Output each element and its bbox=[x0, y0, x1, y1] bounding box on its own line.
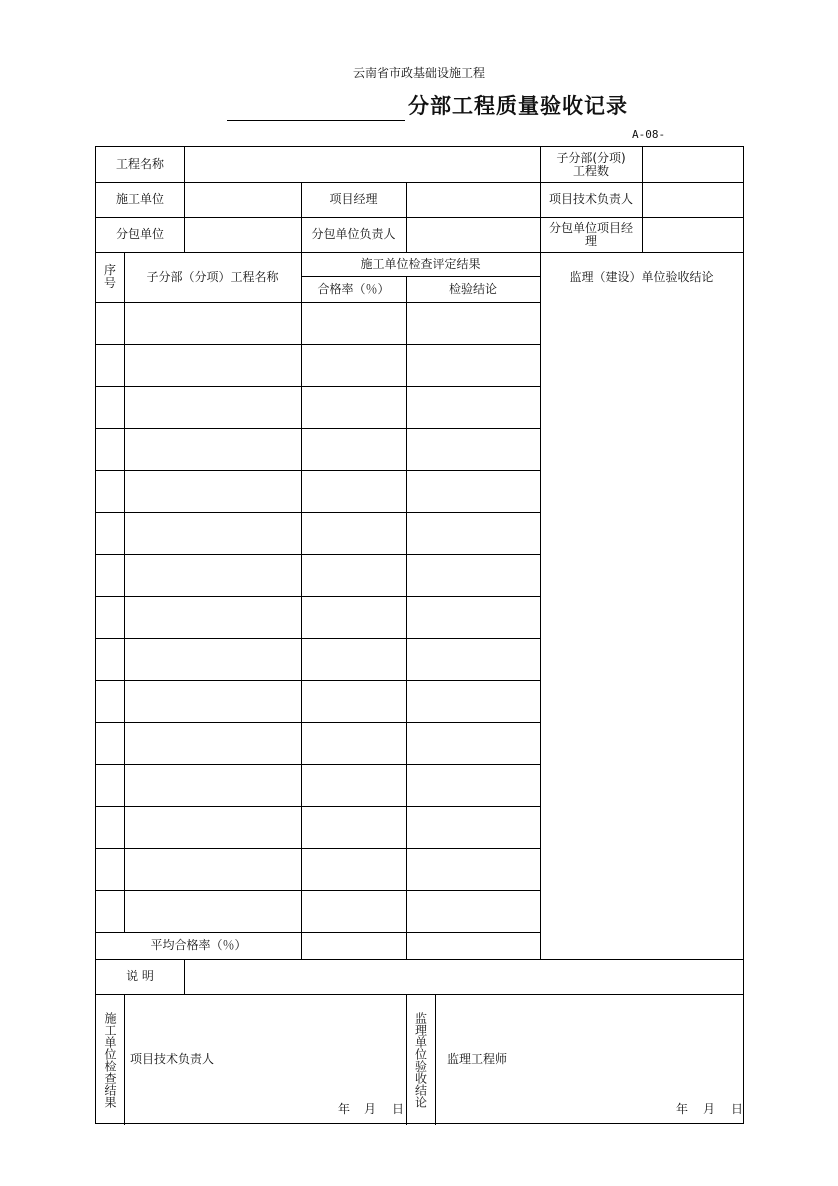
contractor-date-year: 年 bbox=[338, 1102, 351, 1116]
project-name-field[interactable] bbox=[184, 147, 540, 182]
subcontractor-pm-field[interactable] bbox=[642, 217, 743, 252]
row-seq-cell[interactable] bbox=[96, 386, 124, 428]
row-pass-rate-cell[interactable] bbox=[301, 890, 406, 932]
row-name-cell[interactable] bbox=[124, 470, 301, 512]
row-conclusion-cell[interactable] bbox=[406, 722, 540, 764]
row-seq-cell[interactable] bbox=[96, 428, 124, 470]
subcontractor-pm-label: 分包单位项目经理 bbox=[548, 220, 633, 248]
row-seq-cell[interactable] bbox=[96, 596, 124, 638]
row-name-cell[interactable] bbox=[124, 554, 301, 596]
contractor-date-day: 日 bbox=[392, 1102, 405, 1116]
row-name-cell[interactable] bbox=[124, 848, 301, 890]
tech-lead-label: 项目技术负责人 bbox=[548, 192, 633, 206]
contractor-date-month: 月 bbox=[364, 1102, 377, 1116]
row-conclusion-cell[interactable] bbox=[406, 470, 540, 512]
row-conclusion-cell[interactable] bbox=[406, 596, 540, 638]
subcontractor-field[interactable] bbox=[184, 217, 301, 252]
project-manager-label: 项目经理 bbox=[329, 192, 378, 206]
row-seq-cell[interactable] bbox=[96, 554, 124, 596]
row-conclusion-cell[interactable] bbox=[406, 680, 540, 722]
project-name-label: 工程名称 bbox=[115, 157, 164, 171]
row-seq-cell[interactable] bbox=[96, 344, 124, 386]
item-name-header: 子分部（分项）工程名称 bbox=[146, 269, 279, 284]
row-name-cell[interactable] bbox=[124, 302, 301, 344]
row-name-cell[interactable] bbox=[124, 680, 301, 722]
row-pass-rate-cell[interactable] bbox=[301, 722, 406, 764]
row-conclusion-cell[interactable] bbox=[406, 344, 540, 386]
row-conclusion-cell[interactable] bbox=[406, 806, 540, 848]
supervisor-date-day: 日 bbox=[731, 1102, 744, 1116]
row-seq-cell[interactable] bbox=[96, 848, 124, 890]
row-pass-rate-cell[interactable] bbox=[301, 302, 406, 344]
row-name-cell[interactable] bbox=[124, 638, 301, 680]
contractor-label: 施工单位 bbox=[115, 192, 164, 206]
row-name-cell[interactable] bbox=[124, 386, 301, 428]
row-name-cell[interactable] bbox=[124, 890, 301, 932]
supervisor-date-year: 年 bbox=[676, 1102, 689, 1116]
row-conclusion-cell[interactable] bbox=[406, 302, 540, 344]
tech-lead-field[interactable] bbox=[642, 182, 743, 217]
row-pass-rate-cell[interactable] bbox=[301, 596, 406, 638]
row-seq-cell[interactable] bbox=[96, 806, 124, 848]
sub-division-count-field[interactable] bbox=[642, 147, 743, 182]
row-seq-cell[interactable] bbox=[96, 638, 124, 680]
row-conclusion-cell[interactable] bbox=[406, 386, 540, 428]
pass-rate-header: 合格率（％） bbox=[317, 281, 390, 296]
row-pass-rate-cell[interactable] bbox=[301, 386, 406, 428]
supervisor-conclusion-vertical-label: 监理单位验收结论 bbox=[413, 1011, 428, 1108]
subcontractor-lead-label: 分包单位负责人 bbox=[311, 227, 396, 241]
row-name-cell[interactable] bbox=[124, 428, 301, 470]
row-seq-cell[interactable] bbox=[96, 722, 124, 764]
org-title: 云南省市政基础设施工程 bbox=[352, 66, 485, 80]
row-seq-cell[interactable] bbox=[96, 512, 124, 554]
row-seq-cell[interactable] bbox=[96, 764, 124, 806]
average-pass-rate-label: 平均合格率（％） bbox=[150, 938, 247, 952]
row-pass-rate-cell[interactable] bbox=[301, 428, 406, 470]
supervisor-signoff-area[interactable] bbox=[435, 994, 743, 1125]
row-pass-rate-cell[interactable] bbox=[301, 554, 406, 596]
row-conclusion-cell[interactable] bbox=[406, 890, 540, 932]
row-name-cell[interactable] bbox=[124, 722, 301, 764]
row-name-cell[interactable] bbox=[124, 344, 301, 386]
row-seq-cell[interactable] bbox=[96, 890, 124, 932]
seq-header: 序号 bbox=[103, 263, 116, 290]
row-pass-rate-cell[interactable] bbox=[301, 764, 406, 806]
row-pass-rate-cell[interactable] bbox=[301, 470, 406, 512]
row-name-cell[interactable] bbox=[124, 596, 301, 638]
record-form bbox=[95, 146, 744, 1124]
row-conclusion-cell[interactable] bbox=[406, 512, 540, 554]
row-conclusion-cell[interactable] bbox=[406, 554, 540, 596]
average-conclusion-field[interactable] bbox=[406, 932, 540, 959]
inspection-group-header: 施工单位检查评定结果 bbox=[360, 256, 481, 271]
supervision-header: 监理（建设）单位验收结论 bbox=[569, 269, 714, 284]
conclusion-header: 检验结论 bbox=[448, 281, 497, 296]
contractor-field[interactable] bbox=[184, 182, 301, 217]
row-conclusion-cell[interactable] bbox=[406, 638, 540, 680]
subcontractor-lead-field[interactable] bbox=[406, 217, 540, 252]
project-manager-field[interactable] bbox=[406, 182, 540, 217]
supervision-conclusion-field[interactable] bbox=[540, 302, 743, 959]
row-pass-rate-cell[interactable] bbox=[301, 344, 406, 386]
notes-label: 说 明 bbox=[126, 969, 154, 983]
notes-field[interactable] bbox=[184, 959, 743, 994]
row-pass-rate-cell[interactable] bbox=[301, 806, 406, 848]
row-conclusion-cell[interactable] bbox=[406, 428, 540, 470]
row-conclusion-cell[interactable] bbox=[406, 764, 540, 806]
form-code: A-08- bbox=[632, 128, 666, 141]
row-seq-cell[interactable] bbox=[96, 470, 124, 512]
row-pass-rate-cell[interactable] bbox=[301, 848, 406, 890]
row-pass-rate-cell[interactable] bbox=[301, 512, 406, 554]
contractor-role-label: 项目技术负责人 bbox=[130, 1052, 215, 1066]
row-pass-rate-cell[interactable] bbox=[301, 680, 406, 722]
average-pass-rate-field[interactable] bbox=[301, 932, 406, 959]
row-name-cell[interactable] bbox=[124, 764, 301, 806]
row-name-cell[interactable] bbox=[124, 806, 301, 848]
sub-division-count-label: 子分部(分项)工程数 bbox=[556, 150, 626, 178]
row-name-cell[interactable] bbox=[124, 512, 301, 554]
subcontractor-label: 分包单位 bbox=[115, 227, 164, 241]
supervisor-date-month: 月 bbox=[703, 1102, 716, 1116]
contractor-result-vertical-label: 施工单位检查结果 bbox=[103, 1011, 117, 1108]
row-seq-cell[interactable] bbox=[96, 680, 124, 722]
row-seq-cell[interactable] bbox=[96, 302, 124, 344]
supervisor-role-label: 监理工程师 bbox=[447, 1052, 508, 1066]
page-title: 分部工程质量验收记录 bbox=[408, 94, 628, 118]
row-conclusion-cell[interactable] bbox=[406, 848, 540, 890]
title-blank-line bbox=[227, 120, 405, 121]
row-pass-rate-cell[interactable] bbox=[301, 638, 406, 680]
